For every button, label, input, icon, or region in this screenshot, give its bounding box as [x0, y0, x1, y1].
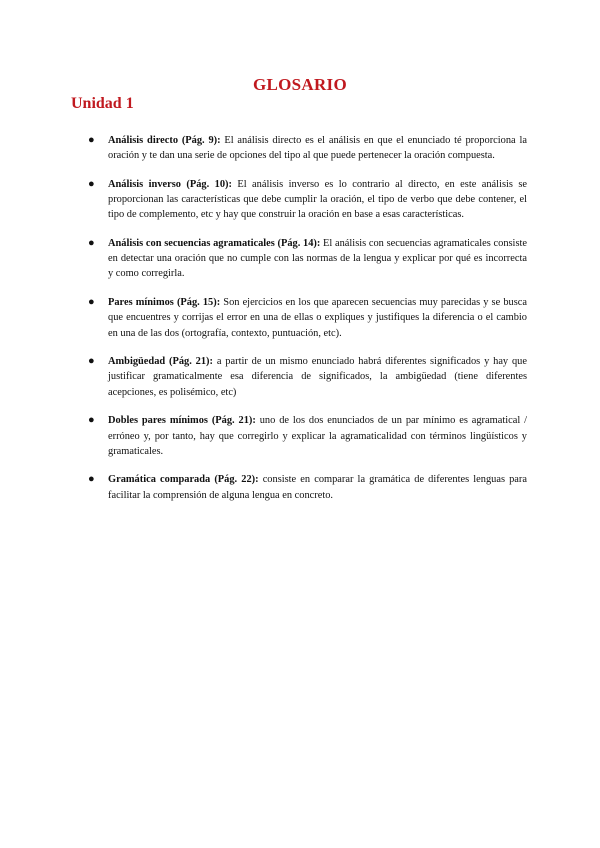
glossary-term: Análisis con secuencias agramaticales (Pág. 14): [108, 238, 321, 250]
glossary-definition: El análisis directo es el análisis en que el enunciado té proporciona la oración y te dan una serie de opciones del tipo al que puede pertenecer la oración compuesta. [108, 135, 527, 162]
glossary-entry [88, 472, 527, 502]
glossary-term: Dobles pares mínimos (Pág. 21): [108, 415, 256, 427]
glossary-definition: a partir de un mismo enunciado habrá diferentes significados y hay que justificar gramaticalmente esa diferencia de significados, la ambigüedad (tiene diferentes acepciones, es polisémico, etc) [108, 356, 527, 398]
bullet-icon: ● [88, 134, 95, 146]
glossary-definition: El análisis con secuencias agramaticales consiste en detectar una oración que no cumple con las normas de la lengua y explicar por qué es incorrecta y como corregirla. [108, 238, 527, 280]
glossary-term: Ambigüedad (Pág. 21): [108, 356, 213, 368]
glossary-definition: Son ejercicios en los que aparecen secuencias muy parecidas y se busca que encuentres y corrijas el error en una de ellas o expliques y justifiques la diferencia o el cambio en una de las dos (ortografía, contexto, puntuación, etc). [108, 297, 527, 339]
page-title: GLOSARIO [252, 75, 348, 94]
bullet-icon: ● [88, 414, 95, 427]
glossary-entry [88, 354, 527, 400]
glossary-entry [88, 295, 527, 341]
glossary-entry [88, 177, 527, 223]
glossary-term: Análisis inverso (Pág. 10): [108, 178, 232, 190]
glossary-entry [88, 236, 527, 282]
bullet-icon: ● [88, 355, 95, 368]
glossary-definition: El análisis inverso es lo contrario al directo, en este análisis se proporcionan las características que debe cumplir la oración, el tipo de verbo que debe contener, el tipo de complemento, etc y hay que construir la oración en base a esas características. [108, 178, 527, 221]
glossary-definition: uno de los dos enunciados de un par mínimo es agramatical / erróneo y, por tanto, hay que corregirlo y explicar la agramaticalidad con términos lingüísticos y gramaticales. [108, 415, 527, 457]
bullet-icon: ● [88, 237, 95, 250]
glossary-list [88, 133, 527, 516]
glossary-term: Análisis directo (Pág. 9): [108, 135, 221, 146]
bullet-icon: ● [88, 473, 95, 486]
bullet-icon: ● [88, 296, 95, 309]
bullet-icon: ● [88, 177, 95, 190]
glossary-term: Pares mínimos (Pág. 15): [108, 297, 221, 309]
glossary-entry [88, 413, 527, 459]
glossary-term: Gramática comparada (Pág. 22): [108, 474, 259, 486]
glossary-entry [88, 133, 527, 163]
glossary-definition: consiste en comparar la gramática de diferentes lenguas para facilitar la comprensión de alguna lengua en concreto. [108, 474, 527, 501]
unit-heading: Unidad 1 [71, 95, 134, 112]
